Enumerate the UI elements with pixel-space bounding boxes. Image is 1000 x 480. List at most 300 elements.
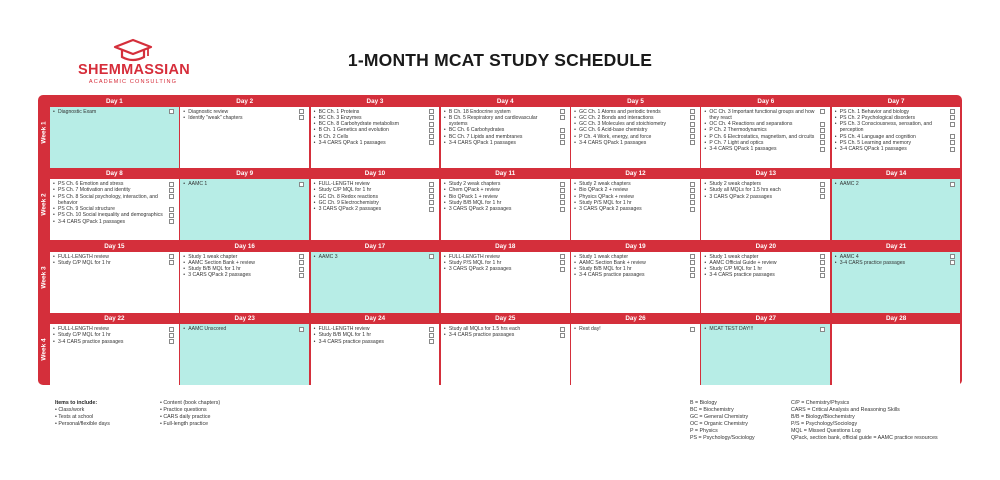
task-text: Study 2 weak chapters <box>579 181 631 187</box>
day-cell <box>50 314 179 385</box>
list-item <box>160 400 270 407</box>
task-text: Diagnostic Exam <box>58 108 97 115</box>
day-header: Day 20 <box>701 242 830 252</box>
bullet-icon: • <box>443 266 446 273</box>
day-body <box>701 324 830 385</box>
day-body <box>571 107 700 168</box>
task-checkbox[interactable] <box>690 200 695 205</box>
task-checkbox[interactable] <box>950 254 955 259</box>
task-text: B Ch. 5 Respiratory and cardiovascular systems <box>448 114 538 128</box>
task-checkbox[interactable] <box>169 219 174 224</box>
task-checkbox[interactable] <box>690 188 695 193</box>
bullet-icon: • <box>183 108 186 115</box>
task-checkbox[interactable] <box>690 109 695 114</box>
include-list-2 <box>160 400 270 428</box>
task-checkbox[interactable] <box>950 182 955 187</box>
list-item-text: CARS = Critical Analysis and Reasoning Skills <box>791 407 900 413</box>
bullet-icon: • <box>704 181 707 187</box>
list-item <box>791 414 966 421</box>
task-item <box>183 181 306 187</box>
day-cell <box>441 242 570 313</box>
list-item-text: C/P = Chemistry/Physics <box>791 400 850 406</box>
bullet-icon: • <box>704 253 707 260</box>
task-checkbox[interactable] <box>560 207 565 212</box>
task-text: 3 CARS QPack 2 passages <box>448 266 512 273</box>
task-text: Study C/P MQL for 1 hr <box>58 332 111 339</box>
task-checkbox[interactable] <box>429 140 434 145</box>
day-cell <box>441 169 570 240</box>
bullet-icon: • <box>574 127 576 134</box>
task-text: BC Ch. 7 Lipids and membranes <box>448 133 523 140</box>
bullet-icon: • <box>834 133 837 140</box>
bullet-icon: • <box>443 259 446 266</box>
task-text: B Ch. 2 Cells <box>318 133 349 140</box>
task-checkbox[interactable] <box>169 213 174 218</box>
task-text: Study C/P MQL for 1 hr <box>709 266 763 273</box>
bullet-icon: • <box>834 121 837 128</box>
list-item-text: B/B = Biology/Biochemistry <box>791 414 855 420</box>
task-text: PS Ch. 3 Consciousness, sensation, and perception <box>839 121 933 134</box>
day-cell <box>180 169 309 240</box>
task-item <box>314 140 437 146</box>
bullet-icon: • <box>574 181 576 187</box>
include-title: Items to include: <box>55 400 98 406</box>
bullet-icon: • <box>160 407 164 413</box>
list-item <box>55 414 165 421</box>
task-checkbox[interactable] <box>560 254 565 259</box>
task-checkbox[interactable] <box>429 194 434 199</box>
bullet-icon: • <box>313 127 316 134</box>
task-text: MCAT TEST DAY!!! <box>709 326 754 332</box>
bullet-icon: • <box>313 181 316 187</box>
list-item-text: P = Physics <box>690 428 718 434</box>
task-text: 3 CARS QPack 2 passages <box>448 206 512 213</box>
day-header: Day 14 <box>832 169 961 179</box>
task-text: P Ch. 2 Thermodynamics <box>709 127 767 134</box>
bullet-icon: • <box>183 253 186 260</box>
task-text: P Ch. 6 Electrostatics, magnetism, and circuits <box>709 133 815 140</box>
task-text: 3-4 CARS QPack 1 passages <box>579 139 647 146</box>
task-text: Bio QPack 2 + review <box>579 187 628 194</box>
task-checkbox[interactable] <box>560 109 565 114</box>
task-item <box>704 146 827 152</box>
task-checkbox[interactable] <box>690 115 695 120</box>
bullet-icon: • <box>443 139 446 146</box>
task-checkbox[interactable] <box>820 134 825 139</box>
legend-col-1 <box>690 400 785 442</box>
list-item-text: Full-length practice <box>163 421 209 427</box>
task-checkbox[interactable] <box>950 134 955 139</box>
bullet-icon: • <box>313 326 316 332</box>
bullet-icon: • <box>834 181 837 187</box>
task-text: 3-4 CARS practice passages <box>448 332 515 339</box>
task-item <box>704 272 827 278</box>
task-checkbox[interactable] <box>169 188 174 193</box>
day-header: Day 1 <box>50 97 179 107</box>
task-checkbox[interactable] <box>820 109 825 114</box>
day-cell <box>832 169 961 240</box>
bullet-icon: • <box>443 326 446 332</box>
day-header: Day 26 <box>571 314 700 324</box>
list-item <box>690 428 785 435</box>
task-checkbox[interactable] <box>429 339 434 344</box>
task-item <box>444 332 567 338</box>
task-text: Study 1 weak chapter <box>188 253 238 260</box>
week-label-text: Week 1 <box>40 120 48 144</box>
list-item <box>791 435 966 442</box>
list-item <box>791 400 966 407</box>
task-checkbox[interactable] <box>690 327 695 332</box>
bullet-icon: • <box>443 253 446 260</box>
task-checkbox[interactable] <box>429 109 434 114</box>
task-item <box>574 140 697 146</box>
bullet-icon: • <box>55 414 59 420</box>
list-item <box>160 421 270 428</box>
bullet-icon: • <box>53 218 55 225</box>
bullet-icon: • <box>574 121 576 128</box>
include-list <box>55 400 165 428</box>
task-text: Study C/P MQL for 1 hr <box>58 259 111 266</box>
day-body <box>832 179 961 240</box>
task-checkbox[interactable] <box>690 182 695 187</box>
day-cell <box>311 242 440 313</box>
day-cell <box>571 242 700 313</box>
task-text: AAMC Official Guide + review <box>709 259 777 266</box>
day-header: Day 9 <box>180 169 309 179</box>
list-item-text: OC = Organic Chemistry <box>690 421 748 427</box>
bullet-icon: • <box>443 332 446 339</box>
list-item-text: Personal/flexible days <box>58 421 110 427</box>
task-checkbox[interactable] <box>560 128 565 133</box>
task-checkbox[interactable] <box>169 327 174 332</box>
task-item <box>53 260 176 266</box>
bullet-icon: • <box>313 253 316 260</box>
task-text: Bio QPack 1 + review <box>448 193 498 200</box>
task-checkbox[interactable] <box>429 200 434 205</box>
task-text: BC Ch. 3 Enzymes <box>318 114 362 121</box>
list-item-text: CARS daily practice <box>163 414 211 420</box>
list-item <box>160 414 270 421</box>
bullet-icon: • <box>53 259 55 266</box>
task-item <box>444 206 567 212</box>
task-text: OC Ch. 3 Important functional groups and how they react <box>709 108 815 121</box>
list-item-text: MQL = Missed Questions Log <box>791 428 861 434</box>
task-text: Study B/B MQL for 1 hr <box>318 332 372 339</box>
task-text: Study 1 weak chapter <box>579 253 629 260</box>
task-item <box>444 140 567 146</box>
day-body <box>701 179 830 240</box>
day-cell <box>701 169 830 240</box>
task-checkbox[interactable] <box>690 273 695 278</box>
task-checkbox[interactable] <box>560 194 565 199</box>
day-header: Day 6 <box>701 97 830 107</box>
task-checkbox[interactable] <box>690 128 695 133</box>
bullet-icon: • <box>183 326 186 332</box>
day-body <box>832 252 961 313</box>
task-checkbox[interactable] <box>820 147 825 152</box>
day-cell <box>311 314 440 385</box>
task-checkbox[interactable] <box>690 267 695 272</box>
task-checkbox[interactable] <box>560 134 565 139</box>
bullet-icon: • <box>704 326 707 332</box>
task-checkbox[interactable] <box>429 115 434 120</box>
bullet-icon: • <box>53 206 55 213</box>
task-text: 3-4 CARS practice passages <box>58 338 124 345</box>
task-checkbox[interactable] <box>820 188 825 193</box>
task-text: Study C/P MQL for 1 hr <box>318 187 372 194</box>
bullet-icon: • <box>574 253 576 260</box>
task-text: B Ch. 1 Genetics and evolution <box>318 127 389 134</box>
task-text: 3 CARS QPack 2 passages <box>709 193 772 200</box>
day-body <box>441 324 570 385</box>
task-checkbox[interactable] <box>429 207 434 212</box>
task-checkbox[interactable] <box>169 333 174 338</box>
task-checkbox[interactable] <box>950 115 955 120</box>
task-checkbox[interactable] <box>820 182 825 187</box>
page-title: 1-MONTH MCAT STUDY SCHEDULE <box>347 50 653 70</box>
bullet-icon: • <box>53 332 55 339</box>
task-text: BC Ch. 1 Proteins <box>318 108 360 115</box>
task-checkbox[interactable] <box>429 182 434 187</box>
task-text: FULL-LENGTH review <box>318 326 370 332</box>
task-checkbox[interactable] <box>560 327 565 332</box>
bullet-icon: • <box>160 421 164 427</box>
bullet-icon: • <box>704 272 707 279</box>
day-header: Day 4 <box>441 97 570 107</box>
task-checkbox[interactable] <box>560 200 565 205</box>
task-checkbox[interactable] <box>169 260 174 265</box>
task-checkbox[interactable] <box>690 122 695 127</box>
day-header: Day 16 <box>180 242 309 252</box>
bullet-icon: • <box>443 187 446 194</box>
bullet-icon: • <box>834 259 837 266</box>
task-checkbox[interactable] <box>690 254 695 259</box>
task-checkbox[interactable] <box>429 333 434 338</box>
task-checkbox[interactable] <box>429 134 434 139</box>
task-checkbox[interactable] <box>429 122 434 127</box>
task-checkbox[interactable] <box>169 109 174 114</box>
day-cell <box>832 314 961 385</box>
bullet-icon: • <box>443 127 446 134</box>
task-item <box>835 181 958 187</box>
day-header: Day 24 <box>311 314 440 324</box>
task-item <box>53 109 176 115</box>
day-cell <box>832 242 961 313</box>
day-header: Day 2 <box>180 97 309 107</box>
bullet-icon: • <box>834 108 837 115</box>
day-body <box>50 107 179 168</box>
task-checkbox[interactable] <box>560 260 565 265</box>
bullet-icon: • <box>834 114 837 121</box>
task-checkbox[interactable] <box>299 182 304 187</box>
task-checkbox[interactable] <box>560 267 565 272</box>
bullet-icon: • <box>183 266 186 273</box>
task-checkbox[interactable] <box>820 327 825 332</box>
task-text: Study all MQLs for 1.5 hrs each <box>709 187 781 194</box>
task-checkbox[interactable] <box>950 260 955 265</box>
task-checkbox[interactable] <box>820 273 825 278</box>
task-checkbox[interactable] <box>950 109 955 114</box>
bullet-icon: • <box>443 206 446 213</box>
task-text: PS Ch. 5 Learning and memory <box>839 139 912 146</box>
task-text: Study all MQLs for 1.5 hrs each <box>448 326 521 332</box>
task-checkbox[interactable] <box>299 267 304 272</box>
bullet-icon: • <box>574 139 576 146</box>
task-checkbox[interactable] <box>169 254 174 259</box>
task-text: Study P/S MQL for 1 hr <box>579 199 632 206</box>
task-checkbox[interactable] <box>950 140 955 145</box>
day-header: Day 22 <box>50 314 179 324</box>
bullet-icon: • <box>53 181 55 187</box>
task-checkbox[interactable] <box>560 140 565 145</box>
task-text: OC Ch. 4 Reactions and separations <box>709 121 793 128</box>
task-checkbox[interactable] <box>169 194 174 199</box>
bullet-icon: • <box>183 114 186 121</box>
week-label-text: Week 2 <box>40 193 48 216</box>
task-checkbox[interactable] <box>690 134 695 139</box>
task-item <box>704 194 827 200</box>
task-text: AAMC 3 <box>318 253 338 260</box>
week-label <box>38 97 50 168</box>
task-checkbox[interactable] <box>169 207 174 212</box>
day-cell <box>832 97 961 168</box>
task-checkbox[interactable] <box>169 339 174 344</box>
bullet-icon: • <box>53 108 55 115</box>
day-header: Day 27 <box>701 314 830 324</box>
bullet-icon: • <box>313 187 316 194</box>
bullet-icon: • <box>53 212 55 219</box>
day-body <box>180 324 309 385</box>
task-checkbox[interactable] <box>820 128 825 133</box>
task-text: Study 2 weak chapters <box>709 181 761 187</box>
task-checkbox[interactable] <box>299 327 304 332</box>
list-item <box>690 414 785 421</box>
task-checkbox[interactable] <box>820 254 825 259</box>
task-text: GC Ch. 9 Electrochemistry <box>318 199 379 206</box>
task-text: 3-4 CARS practice passages <box>839 259 906 266</box>
week-label <box>38 242 50 313</box>
task-checkbox[interactable] <box>820 267 825 272</box>
list-item <box>791 407 966 414</box>
task-checkbox[interactable] <box>299 115 304 120</box>
task-checkbox[interactable] <box>429 327 434 332</box>
list-item-text: PS = Psychology/Sociology <box>690 435 755 441</box>
task-checkbox[interactable] <box>820 122 825 127</box>
task-text: GC Ch. 2 Bonds and interactions <box>579 114 654 121</box>
day-body <box>441 179 570 240</box>
day-body <box>441 107 570 168</box>
task-checkbox[interactable] <box>950 147 955 152</box>
day-header: Day 15 <box>50 242 179 252</box>
day-cell <box>180 97 309 168</box>
bullet-icon: • <box>574 272 576 279</box>
bullet-icon: • <box>574 266 576 273</box>
task-text: Diagnostic review <box>188 108 229 115</box>
bullet-icon: • <box>704 108 707 115</box>
day-cell <box>571 97 700 168</box>
task-checkbox[interactable] <box>690 194 695 199</box>
task-checkbox[interactable] <box>560 115 565 120</box>
day-header: Day 23 <box>180 314 309 324</box>
task-checkbox[interactable] <box>169 182 174 187</box>
task-checkbox[interactable] <box>690 140 695 145</box>
bullet-icon: • <box>53 187 55 194</box>
bullet-icon: • <box>704 127 707 134</box>
task-text: Study 2 weak chapters <box>448 181 501 187</box>
task-checkbox[interactable] <box>299 254 304 259</box>
task-checkbox[interactable] <box>429 254 434 259</box>
day-body <box>50 252 179 313</box>
task-checkbox[interactable] <box>820 194 825 199</box>
task-text: P Ch. 4 Work, energy, and force <box>579 133 652 140</box>
task-item <box>444 115 567 128</box>
task-checkbox[interactable] <box>820 260 825 265</box>
calendar-grid <box>38 95 962 385</box>
task-text: Identify "weak" chapters <box>188 114 243 121</box>
task-checkbox[interactable] <box>560 188 565 193</box>
bullet-icon: • <box>313 332 316 339</box>
task-checkbox[interactable] <box>820 140 825 145</box>
task-text: P Ch. 7 Light and optics <box>709 139 764 146</box>
bullet-icon: • <box>574 133 576 140</box>
day-header: Day 21 <box>832 242 961 252</box>
day-cell <box>701 314 830 385</box>
task-item <box>574 326 697 332</box>
task-checkbox[interactable] <box>560 182 565 187</box>
bullet-icon: • <box>704 121 707 128</box>
task-checkbox[interactable] <box>950 122 955 127</box>
task-text: FULL-LENGTH review <box>318 181 370 187</box>
task-text: GC Ch. 6 Acid-base chemistry <box>579 127 648 134</box>
bullet-icon: • <box>443 199 446 206</box>
list-item-text: BC = Biochemistry <box>690 407 734 413</box>
task-checkbox[interactable] <box>299 273 304 278</box>
task-text: Study B/B MQL for 1 hr <box>448 199 502 206</box>
task-checkbox[interactable] <box>690 207 695 212</box>
day-header: Day 3 <box>311 97 440 107</box>
list-item-text: QPack, section bank, official guide = AAMC practice resources <box>791 435 938 441</box>
task-checkbox[interactable] <box>560 333 565 338</box>
task-checkbox[interactable] <box>299 260 304 265</box>
bullet-icon: • <box>160 414 164 420</box>
list-item <box>791 428 966 435</box>
task-checkbox[interactable] <box>429 188 434 193</box>
task-checkbox[interactable] <box>299 109 304 114</box>
task-text: PS Ch. 7 Motivation and identity <box>58 187 131 194</box>
bullet-icon: • <box>704 133 707 140</box>
task-item <box>835 146 958 152</box>
task-checkbox[interactable] <box>690 260 695 265</box>
list-item <box>690 421 785 428</box>
bullet-icon: • <box>183 259 186 266</box>
task-text: 3-4 CARS practice passages <box>318 338 384 345</box>
task-text: 3-4 CARS QPack 1 passages <box>839 146 907 153</box>
bullet-icon: • <box>574 199 576 206</box>
task-text: AAMC 4 <box>839 253 859 260</box>
list-item-text: GC = General Chemistry <box>690 414 749 420</box>
task-text: Chem QPack + review <box>448 187 500 194</box>
task-item <box>53 339 176 345</box>
brand-name: SHEMMASSIAN <box>78 62 191 78</box>
task-item <box>314 254 437 260</box>
day-body <box>311 252 440 313</box>
task-text: PS Ch. 10 Social inequality and demographics <box>58 212 163 219</box>
bullet-icon: • <box>574 206 576 213</box>
task-text: GC Ch. 8 Redox reactions <box>318 193 379 200</box>
task-checkbox[interactable] <box>429 128 434 133</box>
day-body <box>701 107 830 168</box>
day-cell <box>50 97 179 168</box>
